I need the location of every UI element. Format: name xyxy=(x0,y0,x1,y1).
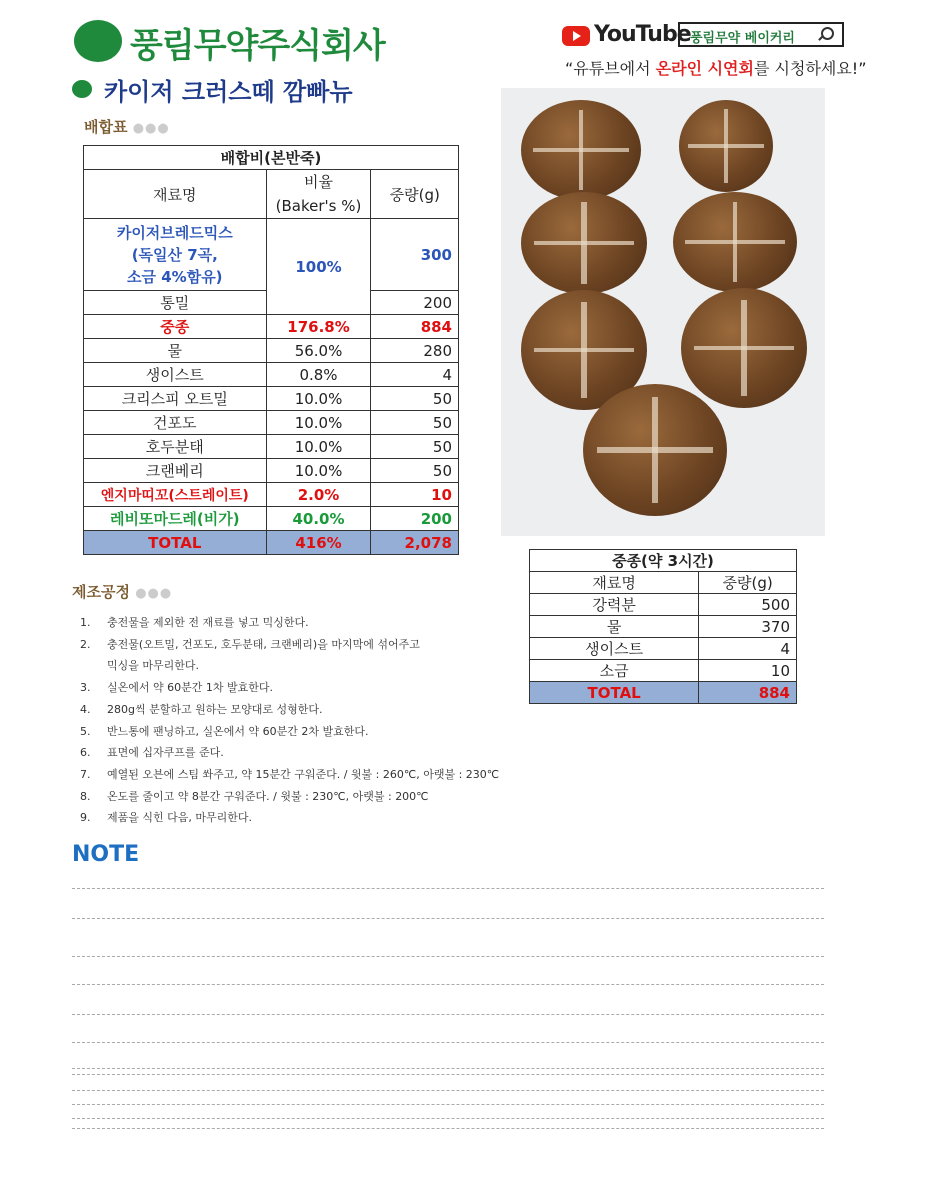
page-title: 카이저 크러스떼 깜빠뉴 xyxy=(104,78,353,106)
search-text: 풍림무약 베이커리 xyxy=(690,31,795,46)
promo-highlight: 온라인 시연회 xyxy=(655,59,754,78)
recipe-section-heading: 배합표 ●●● xyxy=(84,118,170,136)
recipe-table-caption: 배합비(본반죽) xyxy=(84,146,459,170)
list-item: 5. 반느통에 팬닝하고, 실온에서 약 60분간 2차 발효한다. xyxy=(80,724,369,738)
list-item: 9. 제품을 식힌 다음, 마무리한다. xyxy=(80,811,252,825)
table-row: 중종 176.8% 884 xyxy=(84,315,459,339)
bread-photo xyxy=(501,88,825,536)
sponge-table: 중종(약 3시간) 재료명 중량(g) 강력분 500 물 370 생이스트 4 소금 10 TOTAL 884 xyxy=(529,549,797,704)
table-row: 강력분 500 xyxy=(530,594,797,616)
table-row: 통밀 200 xyxy=(84,291,459,315)
youtube-play-icon xyxy=(562,26,590,46)
table-row: 레비또마드레(비가) 40.0% 200 xyxy=(84,507,459,531)
col-header-weight: 중량(g) xyxy=(371,170,459,219)
company-name: 풍림무약주식회사 xyxy=(130,26,385,66)
total-row: TOTAL 884 xyxy=(530,682,797,704)
list-item: 8. 온도를 줄이고 약 8분간 구워준다. / 윗불 : 230℃, 아랫불 : 200℃ xyxy=(80,789,429,803)
process-section-heading: 제조공정 ●●● xyxy=(72,583,173,601)
list-item: 6. 표면에 십자쿠프를 준다. xyxy=(80,746,224,760)
table-row: 호두분태 10.0% 50 xyxy=(84,435,459,459)
list-item: 2. 충전물(오트밀, 건포도, 호두분태, 크랜베리)을 마지막에 섞어주고 xyxy=(80,637,420,651)
total-row: TOTAL 416% 2,078 xyxy=(84,531,459,555)
list-item: 믹싱을 마무리한다. xyxy=(107,659,200,673)
table-row: 크랜베리 10.0% 50 xyxy=(84,459,459,483)
promo-text: “유튜브에서 온라인 시연회를 시청하세요!” xyxy=(565,59,867,78)
col-header-ratio: 비율 (Baker's %) xyxy=(266,170,371,219)
table-row: 건포도 10.0% 50 xyxy=(84,411,459,435)
channel-search-box[interactable] xyxy=(678,22,844,47)
youtube-label: YouTube xyxy=(594,22,691,47)
recipe-table xyxy=(83,145,459,555)
list-item: 1. 충전물을 제외한 전 재료를 넣고 믹싱한다. xyxy=(80,616,309,629)
list-item: 3. 실온에서 약 60분간 1차 발효한다. xyxy=(80,681,273,695)
table-row: 생이스트 4 xyxy=(530,638,797,660)
col-header-name: 재료명 xyxy=(84,170,267,219)
table-row: 물 370 xyxy=(530,616,797,638)
search-icon xyxy=(821,27,834,40)
table-row: 엔지마띠꼬(스트레이트) 2.0% 10 xyxy=(84,483,459,507)
list-item: 4. 280g씩 분할하고 원하는 모양대로 성형한다. xyxy=(80,702,323,716)
title-logo-icon xyxy=(72,80,92,98)
table-row: 카이저브레드믹스 (독일산 7곡, 소금 4%함유) 100% 300 xyxy=(84,219,459,291)
company-logo-icon xyxy=(74,20,122,62)
table-row: 물 56.0% 280 xyxy=(84,339,459,363)
table-row: 크리스피 오트밀 10.0% 50 xyxy=(84,387,459,411)
process-steps xyxy=(80,612,499,829)
note-heading: NOTE xyxy=(72,842,140,867)
table-row: 생이스트 0.8% 4 xyxy=(84,363,459,387)
table-row: 소금 10 xyxy=(530,660,797,682)
list-item: 7. 예열된 오븐에 스팀 쏴주고, 약 15분간 구워준다. / 윗불 : 260℃, 아랫불 : 230℃ xyxy=(80,767,500,781)
sponge-table-caption: 중종(약 3시간) xyxy=(530,550,797,572)
